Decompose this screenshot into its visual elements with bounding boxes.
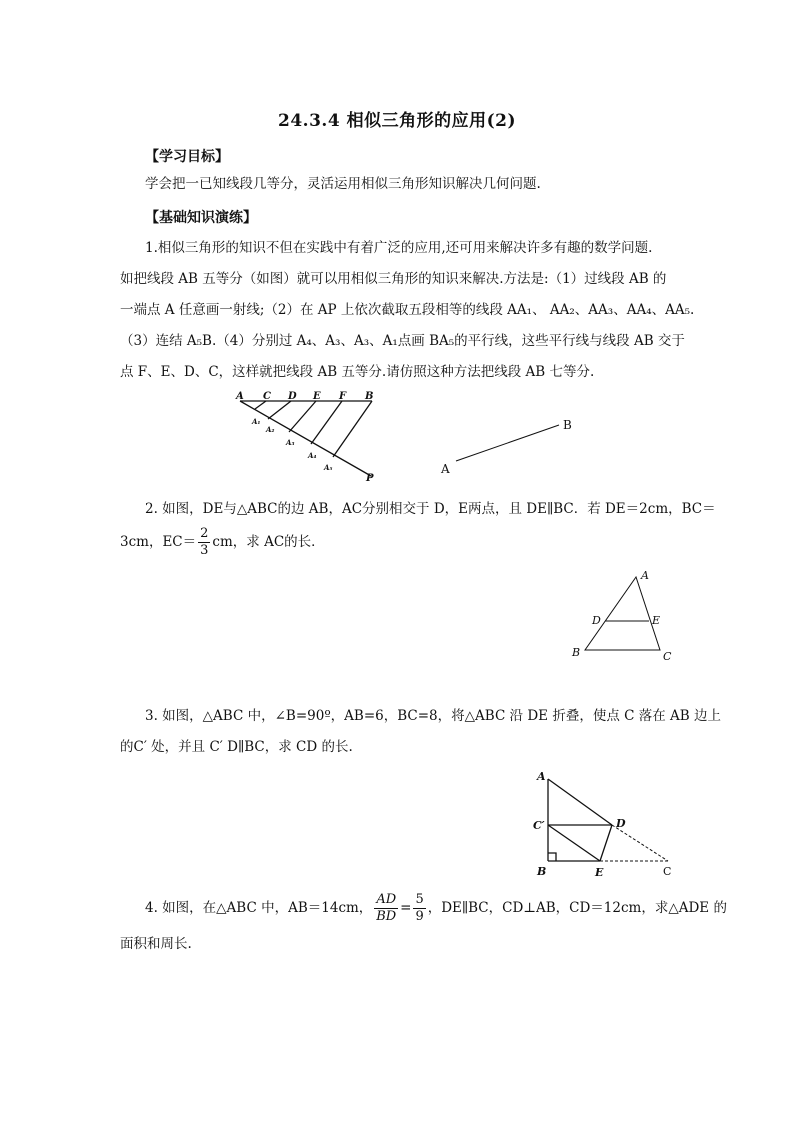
label-d: D (616, 817, 626, 830)
q4-frac-num: AD (376, 892, 397, 907)
q2-frac-den: 3 (200, 543, 209, 558)
five-division-figure (225, 390, 385, 485)
q1-line-4: （3）连结 A₅B.（4）分别过 A₄、A₃、A₃、A₁点画 BA₅的平行线，这些平行线与线段 AB 交于 (120, 333, 685, 349)
line-a5b (333, 401, 372, 457)
q4-fraction-5-9 (413, 892, 425, 925)
q4-frac-den: BD (376, 909, 397, 924)
q4-frac2-num: 5 (415, 892, 424, 907)
label-e: E (313, 391, 321, 402)
label-c: C (663, 865, 672, 878)
parallel-e (289, 401, 316, 432)
goal-heading: 【学习目标】 (145, 149, 229, 165)
label-b: B (537, 865, 547, 878)
q4-line-1-post: ，DE∥BC，CD⊥AB，CD＝12cm，求△ADE 的 (427, 900, 727, 916)
label-d: D (592, 614, 601, 627)
q4-frac2-den: 9 (415, 909, 424, 924)
q2-frac-num: 2 (200, 526, 209, 541)
dashed-dc (612, 825, 668, 861)
label-c: C (663, 650, 672, 663)
fold-triangle-figure (530, 765, 680, 880)
q1-line-3: 一端点 A 任意画一射线;（2）在 AP 上依次截取五段相等的线段 AA₁、 AA₂、AA₃、AA₄、AA₅. (120, 302, 695, 318)
label-d: D (288, 391, 297, 402)
label-a: A (641, 569, 649, 582)
q3-line-1: 3. 如图，△ABC 中，∠B=90º，AB=6，BC=8，将△ABC 沿 DE 折叠，使点 C 落在 AB 边上 (145, 708, 721, 724)
q3-line-2: 的C′ 处，并且 C′ D∥BC，求 CD 的长. (120, 739, 353, 755)
q2-line-2-pre: 3cm，EC＝ (120, 534, 197, 550)
label-a3: A₃ (286, 438, 295, 447)
label-a: A (537, 770, 546, 783)
label-a1: A₁ (252, 417, 261, 426)
q4-line-1 (145, 889, 727, 927)
label-b: B (572, 646, 581, 659)
label-a: A (236, 391, 244, 402)
label-e: E (652, 614, 661, 627)
fold-de (600, 825, 612, 861)
triangle-de-figure (565, 565, 685, 665)
page-title: 24.3.4 相似三角形的应用(2) (278, 111, 516, 131)
label-e: E (595, 866, 604, 879)
q1-line-5: 点 F、E、D、C，这样就把线段 AB 五等分.请仿照这种方法把线段 AB 七等分. (120, 364, 595, 380)
q1-line-1: 1.相似三角形的知识不但在实践中有着广泛的应用,还可用来解决许多有趣的数学问题. (145, 240, 653, 256)
label-b: B (365, 391, 374, 402)
label-f: F (339, 391, 347, 402)
q4-line-1-pre: 4. 如图，在△ABC 中，AB＝14cm， (145, 900, 373, 916)
q2-line-1: 2. 如图，DE与△ABC的边 AB，AC分别相交于 D，E两点，且 DE∥BC．若 DE＝2cm，BC＝ (145, 501, 716, 517)
q4-line-2: 面积和周长. (120, 936, 192, 952)
q2-line-2-post: cm，求 AC的长． (212, 534, 325, 550)
segment-ab-figure (436, 413, 586, 478)
label-a4: A₄ (308, 451, 317, 460)
parallel-f (311, 401, 342, 444)
q1-line-2: 如把线段 AB 五等分（如图）就可以用相似三角形的知识来解决.方法是:（1）过线段 AB 的 (120, 271, 667, 287)
goal-text: 学会把一已知线段几等分，灵活运用相似三角形知识解决几何问题. (145, 176, 541, 192)
label-a2: A₂ (266, 425, 275, 434)
parallel-d (268, 401, 291, 419)
segment-ab-line (456, 425, 559, 461)
label-c: C (263, 391, 271, 402)
q2-fraction (198, 526, 210, 559)
label-cprime: C′ (533, 819, 545, 832)
q4-fraction-ad-bd (374, 892, 398, 925)
label-a: A (441, 462, 450, 476)
q4-eq: = (400, 900, 412, 916)
basic-heading: 【基础知识演练】 (145, 210, 257, 226)
label-b: B (563, 418, 572, 432)
side-ad (548, 779, 612, 825)
q2-line-2 (120, 524, 325, 560)
right-angle-mark (548, 853, 556, 861)
parallel-c (255, 401, 266, 409)
label-p: P (366, 473, 374, 484)
label-a5: A₅ (324, 463, 333, 472)
